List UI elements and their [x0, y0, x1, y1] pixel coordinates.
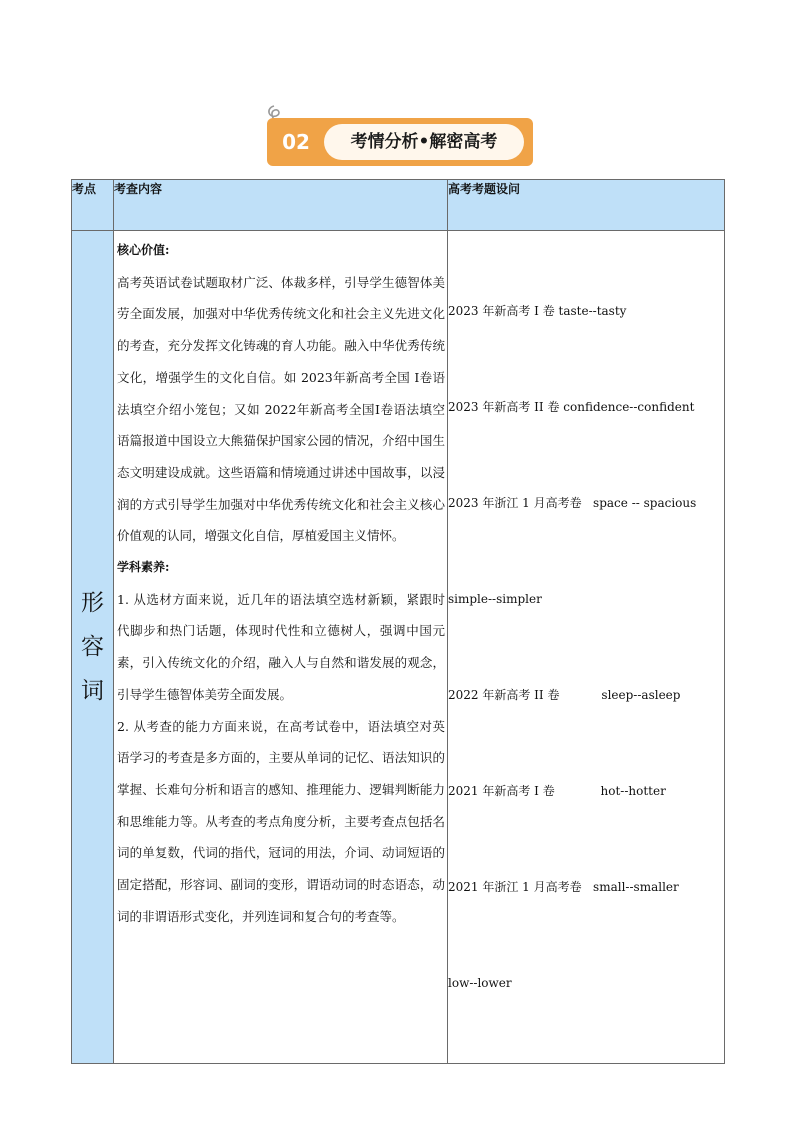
exam-point-char: 词 — [81, 678, 104, 704]
question-item: 2022 年新高考 II 卷 sleep--asleep — [448, 688, 681, 702]
question-item: 2023 年新高考 I 卷 taste--tasty — [448, 304, 627, 318]
exam-questions-cell — [448, 231, 725, 1064]
exam-point-char: 形 — [81, 590, 104, 616]
header-content: 考查内容 — [114, 180, 448, 231]
section-banner — [262, 102, 534, 168]
exam-point-char: 容 — [81, 634, 104, 660]
table-header-row — [72, 180, 725, 231]
exam-analysis-table — [71, 179, 725, 1064]
core-value-label: 核心价值: — [117, 243, 170, 257]
content-cell — [114, 231, 448, 1064]
header-exam-questions: 高考考题设问 — [448, 180, 725, 231]
literacy-label: 学科素养: — [117, 560, 170, 575]
exam-point-cell — [72, 231, 114, 1064]
table-row — [72, 231, 725, 1064]
section-title: 考情分析•解密高考 — [324, 124, 524, 160]
question-item: simple--simpler — [448, 592, 542, 606]
literacy-point-2: 2. 从考查的能力方面来说，在高考试卷中，语法填空对英语学习的考查是多方面的，主要从单词的记忆、语法知识的掌握、长难句分析和语言的感知、推理能力、逻辑判断能力和思维能力等。从考查的考点角度分析，主要考查点包括名词的单复数，代词的指代，冠词的用法，介词、动词短语的固定搭配，形容词、副词的变形，谓语动词的时态语态，动词的非谓语形式变化，并列连词和复合句的考查等。 — [117, 718, 445, 924]
question-item: 2021 年新高考 I 卷 hot--hotter — [448, 784, 666, 798]
core-value-text: 高考英语试卷试题取材广泛、体裁多样，引导学生德智体美劳全面发展，加强对中华优秀传统文化和社会主义先进文化的考查，充分发挥文化铸魂的育人功能。融入中华优秀传统文化，增强学生的文化自信。如 2023年新高考全国 I卷语法填空介绍小笼包；又如 2022年新高考全国I卷语法填空语篇报道中国设立大熊猫保护国家公园的情况，介绍中国生态文明建设成就。这些语篇和情境通过讲述中国故事，以浸润的方式引导学生加强对中华优秀传统文化和社会主义核心价值观的认同，增强文化自信，厚植爱国主义情怀。 — [117, 274, 445, 544]
question-list — [448, 231, 724, 1063]
section-number: 02 — [282, 130, 310, 154]
header-exam-point: 考点 — [72, 180, 114, 231]
literacy-point-1: 1. 从选材方面来说，近几年的语法填空选材新颖，紧跟时代脚步和热门话题，体现时代性和立德树人，强调中国元素，引入传统文化的介绍，融入人与自然和谐发展的观念，引导学生德智体美劳全面发展。 — [117, 591, 445, 702]
question-item: low--lower — [448, 976, 512, 990]
question-item: 2023 年浙江 1 月高考卷 space -- spacious — [448, 496, 697, 510]
question-item: 2021 年浙江 1 月高考卷 small--smaller — [448, 880, 679, 894]
question-item: 2023 年新高考 II 卷 confidence--confident — [448, 400, 695, 414]
